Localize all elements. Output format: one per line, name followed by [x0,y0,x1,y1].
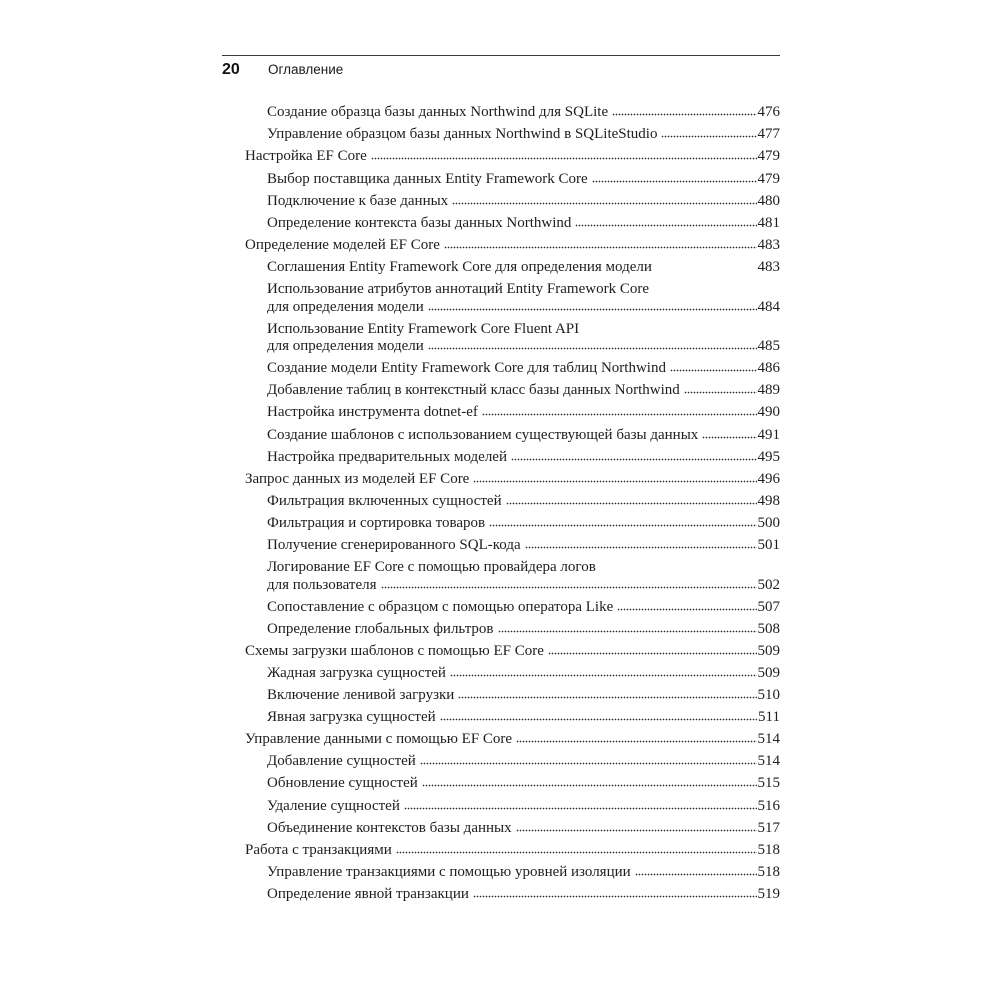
dot-leader [525,546,757,549]
toc-entry [267,212,780,234]
dot-leader [661,135,756,138]
toc-section [245,729,780,751]
toc-entry [267,402,780,424]
toc-section-title: Управление данными с помощью EF Core [245,731,513,748]
toc-entry [267,884,780,906]
toc-entry-page: 489 [757,382,780,399]
toc-entry-page: 481 [757,214,780,231]
toc-entry-page: 509 [757,642,780,659]
dot-leader [511,458,757,461]
toc-entry-title-line: для определения модели [267,338,424,355]
toc-entry [267,279,780,319]
dot-leader [473,895,757,898]
toc-entry-page: 509 [757,664,780,681]
toc-section-title: Схемы загрузки шаблонов с помощью EF Core [245,642,544,659]
toc-entry [267,168,780,190]
toc-entry-title: Добавление таблиц в контекстный класс базы данных Northwind [267,382,680,399]
dot-leader [612,113,756,116]
toc-entry [267,257,780,279]
toc-entry-last-line [267,299,780,317]
toc-entry [267,190,780,212]
running-header [222,55,780,83]
dot-leader [396,851,757,854]
toc-entry-page: 477 [757,126,780,143]
toc-entry-page: 483 [757,258,780,275]
toc-entry-title: Соглашения Entity Framework Core для определения модели [267,258,652,275]
toc-entry-title: Сопоставление с образцом с помощью оператора Like [267,598,614,615]
toc-entry-page: 502 [757,576,780,593]
toc-entry-page: 491 [757,426,780,443]
dot-leader [635,873,757,876]
page-number: 20 [222,60,240,78]
toc-entry-title-line: Логирование EF Core с помощью провайдера логов [267,559,596,576]
toc-entry [267,862,780,884]
toc-entry-page: 510 [757,687,780,704]
toc-entry [267,663,780,685]
toc-entry-title: Подключение к базе данных [267,192,449,209]
toc-entry-page: 517 [757,819,780,836]
toc-entry-page: 498 [757,492,780,509]
toc-entry-page: 479 [757,148,780,165]
toc-entry-page: 490 [757,404,780,421]
toc-entry-page: 485 [757,338,780,355]
toc-entry-page: 519 [757,885,780,902]
toc-section [245,641,780,663]
table-of-contents [245,102,780,906]
toc-entry [267,513,780,535]
toc-entry [267,795,780,817]
dot-leader [404,807,757,810]
toc-entry-title: Удаление сущностей [267,797,400,814]
toc-entry-title-line: Использование Entity Framework Core Fluent API [267,320,580,337]
toc-entry-title: Управление образцом базы данных Northwind в SQLiteStudio [267,126,658,143]
dot-leader [684,391,757,394]
toc-entry-title: Определение явной транзакции [267,885,469,902]
toc-section [245,468,780,490]
toc-entry-page: 514 [757,731,780,748]
toc-entry [267,618,780,640]
toc-section [245,235,780,257]
toc-entry-page: 507 [757,598,780,615]
dot-leader [592,180,757,183]
dot-leader [420,762,757,765]
toc-entry-title-line: Использование атрибутов аннотаций Entity Framework Core [267,281,649,298]
toc-entry-title: Добавление сущностей [267,753,416,770]
toc-entry-page: 501 [757,536,780,553]
running-header-title: Оглавление [268,62,344,77]
dot-leader [656,268,757,271]
toc-section-title: Определение моделей EF Core [245,236,440,253]
toc-entry-title: Фильтрация и сортировка товаров [267,514,486,531]
toc-entry-page: 476 [757,104,780,121]
toc-entry-title: Создание образца базы данных Northwind для SQLite [267,104,609,121]
toc-entry-last-line [267,338,780,356]
dot-leader [702,436,756,439]
toc-entry-page: 483 [757,236,780,253]
dot-leader [473,480,756,483]
toc-entry [267,596,780,618]
toc-entry [267,124,780,146]
dot-leader [458,696,756,699]
dot-leader [440,718,757,721]
toc-entry [267,446,780,468]
dot-leader [506,502,757,505]
dot-leader [444,246,757,249]
toc-entry-page: 496 [757,470,780,487]
toc-entry-page: 500 [757,514,780,531]
dot-leader [489,524,756,527]
toc-entry [267,773,780,795]
toc-entry [267,102,780,124]
toc-entry [267,424,780,446]
toc-entry [267,557,780,597]
toc-entry-page: 479 [757,170,780,187]
toc-entry-title: Явная загрузка сущностей [267,709,436,726]
toc-entry [267,491,780,513]
toc-entry [267,751,780,773]
dot-leader [422,784,757,787]
dot-leader [381,586,757,589]
toc-entry-title: Жадная загрузка сущностей [267,664,446,681]
toc-section-title: Работа с транзакциями [245,841,392,858]
toc-entry-page: 480 [757,192,780,209]
dot-leader [450,674,757,677]
dot-leader [482,413,757,416]
toc-entry-page: 518 [757,841,780,858]
toc-entry [267,535,780,557]
toc-entry-title: Включение ленивой загрузки [267,687,455,704]
dot-leader [670,369,757,372]
toc-entry-page: 484 [757,298,780,315]
dot-leader [617,608,756,611]
toc-entry [267,380,780,402]
toc-entry [267,318,780,358]
toc-entry-page: 515 [757,775,780,792]
dot-leader [428,347,757,350]
toc-section [245,146,780,168]
toc-entry-title: Настройка предварительных моделей [267,448,507,465]
dot-leader [498,630,757,633]
toc-entry-title: Настройка инструмента dotnet-ef [267,404,478,421]
dot-leader [371,157,757,160]
toc-entry [267,685,780,707]
toc-entry-title: Определение контекста базы данных Northwind [267,214,572,231]
toc-entry-title: Создание шаблонов с использованием существующей базы данных [267,426,699,443]
toc-entry-title-line: для определения модели [267,298,424,315]
dot-leader [575,224,756,227]
toc-entry [267,358,780,380]
toc-section-title: Запрос данных из моделей EF Core [245,470,470,487]
toc-entry-page: 508 [757,620,780,637]
toc-entry-page: 516 [757,797,780,814]
toc-entry-page: 514 [757,753,780,770]
dot-leader [428,308,757,311]
toc-entry-title: Обновление сущностей [267,775,418,792]
toc-entry-title: Создание модели Entity Framework Core для таблиц Northwind [267,360,666,377]
toc-section-title: Настройка EF Core [245,148,367,165]
dot-leader [516,740,756,743]
toc-entry [267,817,780,839]
toc-entry-page: 511 [758,709,780,726]
dot-leader [516,829,757,832]
dot-leader [548,652,757,655]
toc-entry-title: Определение глобальных фильтров [267,620,494,637]
toc-entry-title: Фильтрация включенных сущностей [267,492,502,509]
toc-entry-page: 518 [757,863,780,880]
toc-entry [267,707,780,729]
toc-entry-page: 486 [757,360,780,377]
toc-entry-last-line [267,577,780,595]
toc-entry-title: Выбор поставщика данных Entity Framework Core [267,170,588,187]
toc-entry-title: Получение сгенерированного SQL-кода [267,536,521,553]
dot-leader [452,202,756,205]
toc-section [245,839,780,861]
toc-entry-title-line: для пользователя [267,576,377,593]
toc-entry-title: Объединение контекстов базы данных [267,819,512,836]
toc-entry-page: 495 [757,448,780,465]
toc-entry-title: Управление транзакциями с помощью уровней изоляции [267,863,631,880]
